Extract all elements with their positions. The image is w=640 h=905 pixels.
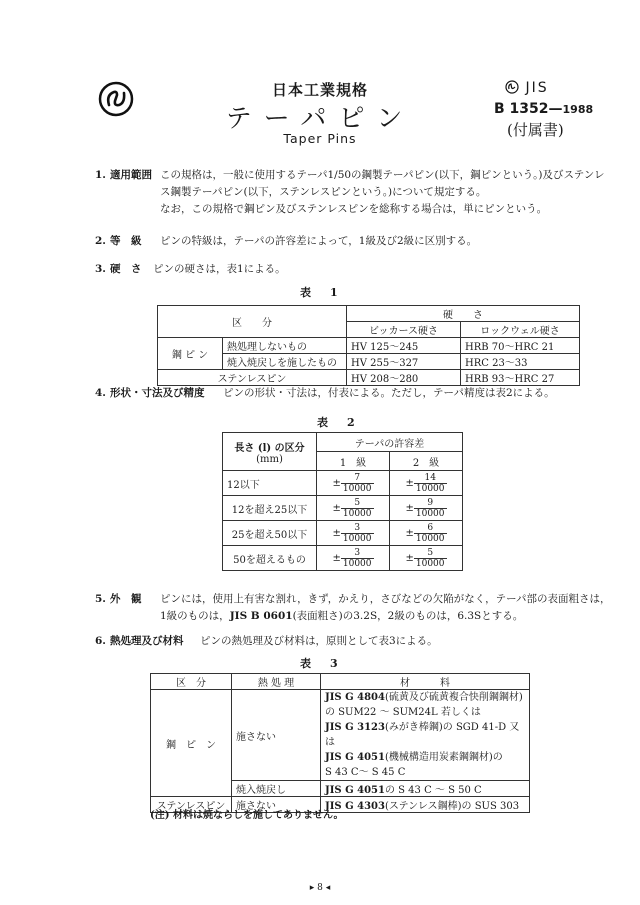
jis-appendix-note: (付属書): [507, 121, 564, 139]
table-2: [222, 432, 463, 571]
table-row: [223, 496, 463, 521]
section-number: 3.: [95, 263, 106, 275]
table-cell: ± $\frac{5}{10000}$: [317, 496, 390, 521]
table-cell: 熱処理しないもの: [223, 338, 347, 354]
section-heading: 適用範囲: [110, 169, 152, 181]
table-cell: ± $\frac{7}{10000}$: [317, 471, 390, 496]
jis-code: B 1352: [494, 101, 549, 117]
table-cell: ± $\frac{3}{10000}$: [317, 521, 390, 546]
table-header-grade-2: 2 級: [390, 452, 463, 471]
table-cell: 施さない: [232, 690, 321, 781]
table-cell: JIS G 4804(硫黄及び硫黄複合快削鋼鋼材) の SUM22 ～ SUM24L 若しくは JIS G 3123(みがき棒鋼)の SGD 41-D 又は JIS G 4051(機械構造用炭素鋼鋼材)の S 43 C～ S 45 C: [321, 690, 530, 781]
table-header-grade-1: 1 級: [317, 452, 390, 471]
section-4: [0, 387, 640, 413]
table-3-label: 表 3: [300, 657, 342, 670]
table-cell: 25を超え50以下: [223, 521, 317, 546]
table-header-material: 材 料: [321, 674, 530, 690]
table-cell: ステンレスピン: [151, 797, 232, 813]
jis-symbol-icon: [505, 80, 519, 94]
table-cell: HV 255～327: [347, 354, 461, 370]
table-header-length: [223, 433, 317, 471]
section-number: 2.: [95, 235, 106, 247]
table-header-unit: (mm): [256, 453, 283, 465]
table-cell: ± $\frac{14}{10000}$: [390, 471, 463, 496]
section-text: なお，この規格で鋼ピン及びステンレスピンを総称する場合は，単にピンという。: [160, 203, 548, 215]
table-cell: ステンレスピン: [158, 370, 347, 386]
section-1: [0, 167, 640, 219]
table-cell: HV 208～280: [347, 370, 461, 386]
table-cell: 施さない: [232, 797, 321, 813]
section-2: [0, 233, 640, 250]
section-text: この規格は，一般に使用するテーパ1/50の鋼製テーパピン(以下，鋼ピンという。)及びステンレ: [160, 169, 605, 181]
table-cell: 焼入焼戻しを施したもの: [223, 354, 347, 370]
standard-org-title: 日本工業規格: [271, 81, 368, 99]
table-cell: ± $\frac{9}{10000}$: [390, 496, 463, 521]
section-text: ス鋼製テーパピン(以下，ステンレスピンという。)について規定する。: [160, 186, 487, 198]
jis-label: JIS: [525, 80, 549, 96]
section-text: ピンの硬さは，表1による。: [153, 263, 286, 275]
section-text: 1級のものは，JIS B 0601(表面粗さ)の3.2S，2級のものは，6.3Sとする。: [160, 610, 524, 622]
jis-year: 1988: [562, 103, 594, 116]
table-cell: JIS G 4051の S 43 C ～ S 50 C: [321, 781, 530, 797]
section-heading: 熱処理及び材料: [110, 635, 184, 647]
table-3: [150, 673, 530, 813]
table-row: [223, 546, 463, 571]
table-cell: 50を超えるもの: [223, 546, 317, 571]
table-header-rockwell: ロックウェル硬さ: [461, 322, 580, 338]
section-heading: 等 級: [110, 235, 142, 247]
table-1: [157, 305, 580, 386]
section-text: ピンの熱処理及び材料は，原則として表3による。: [200, 635, 438, 647]
document-title: テーパピン: [225, 104, 415, 134]
table-cell: 12以下: [223, 471, 317, 496]
table-row: [223, 521, 463, 546]
section-heading: 形状・寸法及び精度: [110, 387, 205, 399]
table-header-heat-treatment: 熱 処 理: [232, 674, 321, 690]
jis-number: B 1352—1988: [494, 101, 594, 117]
table-cell: HRB 93～HRC 27: [461, 370, 580, 386]
table-cell: ± $\frac{6}{10000}$: [390, 521, 463, 546]
table-cell: HV 125～245: [347, 338, 461, 354]
table-cell: 鋼 ピ ン: [151, 690, 232, 797]
section-5: [0, 591, 640, 625]
table-header-length-label: 長さ (l) の区分: [234, 442, 305, 454]
table-cell: JIS G 4303(ステンレス鋼棒)の SUS 303: [321, 797, 530, 813]
table-row: [223, 471, 463, 496]
section-heading: 外 観: [110, 593, 142, 605]
table-header-category: 区 分: [158, 306, 347, 338]
table-2-label: 表 2: [317, 416, 359, 429]
document-title-en: Taper Pins: [283, 131, 357, 146]
table-1-label: 表 1: [300, 286, 342, 299]
table-header-tolerance: テーパの許容差: [317, 433, 463, 452]
jis-mark: [505, 80, 549, 96]
table-header-hardness: 硬 さ: [347, 306, 580, 322]
section-heading: 硬 さ: [110, 263, 142, 275]
table-cell: 鋼 ピ ン: [158, 338, 223, 370]
table-3-note: (注) 材料は焼ならしを施してありません。: [150, 810, 344, 821]
section-number: 6.: [95, 635, 106, 647]
section-6: [0, 633, 640, 650]
page-number: ▸ 8 ◂: [309, 883, 331, 893]
table-cell: HRB 70～HRC 21: [461, 338, 580, 354]
section-text: ピンには，使用上有害な割れ，きず，かえり，さびなどの欠陥がなく，テーパ部の表面粗さは，: [160, 593, 611, 605]
table-header-category: 区 分: [151, 674, 232, 690]
section-number: 1.: [95, 169, 106, 181]
table-cell: ± $\frac{5}{10000}$: [390, 546, 463, 571]
section-text: ピンの特級は，テーパの許容差によって，1級及び2級に区別する。: [160, 235, 478, 247]
section-number: 5.: [95, 593, 106, 605]
table-cell: 焼入焼戻し: [232, 781, 321, 797]
section-text: ピンの形状・寸法は，付表による。ただし，テーパ精度は表2による。: [223, 387, 555, 399]
table-header-vickers: ビッカース硬さ: [347, 322, 461, 338]
table-cell: 12を超え25以下: [223, 496, 317, 521]
table-cell: HRC 23～33: [461, 354, 580, 370]
jis-reference: JIS B 0601: [229, 610, 293, 622]
section-number: 4.: [95, 387, 106, 399]
table-cell: ± $\frac{3}{10000}$: [317, 546, 390, 571]
section-3: [0, 261, 640, 278]
